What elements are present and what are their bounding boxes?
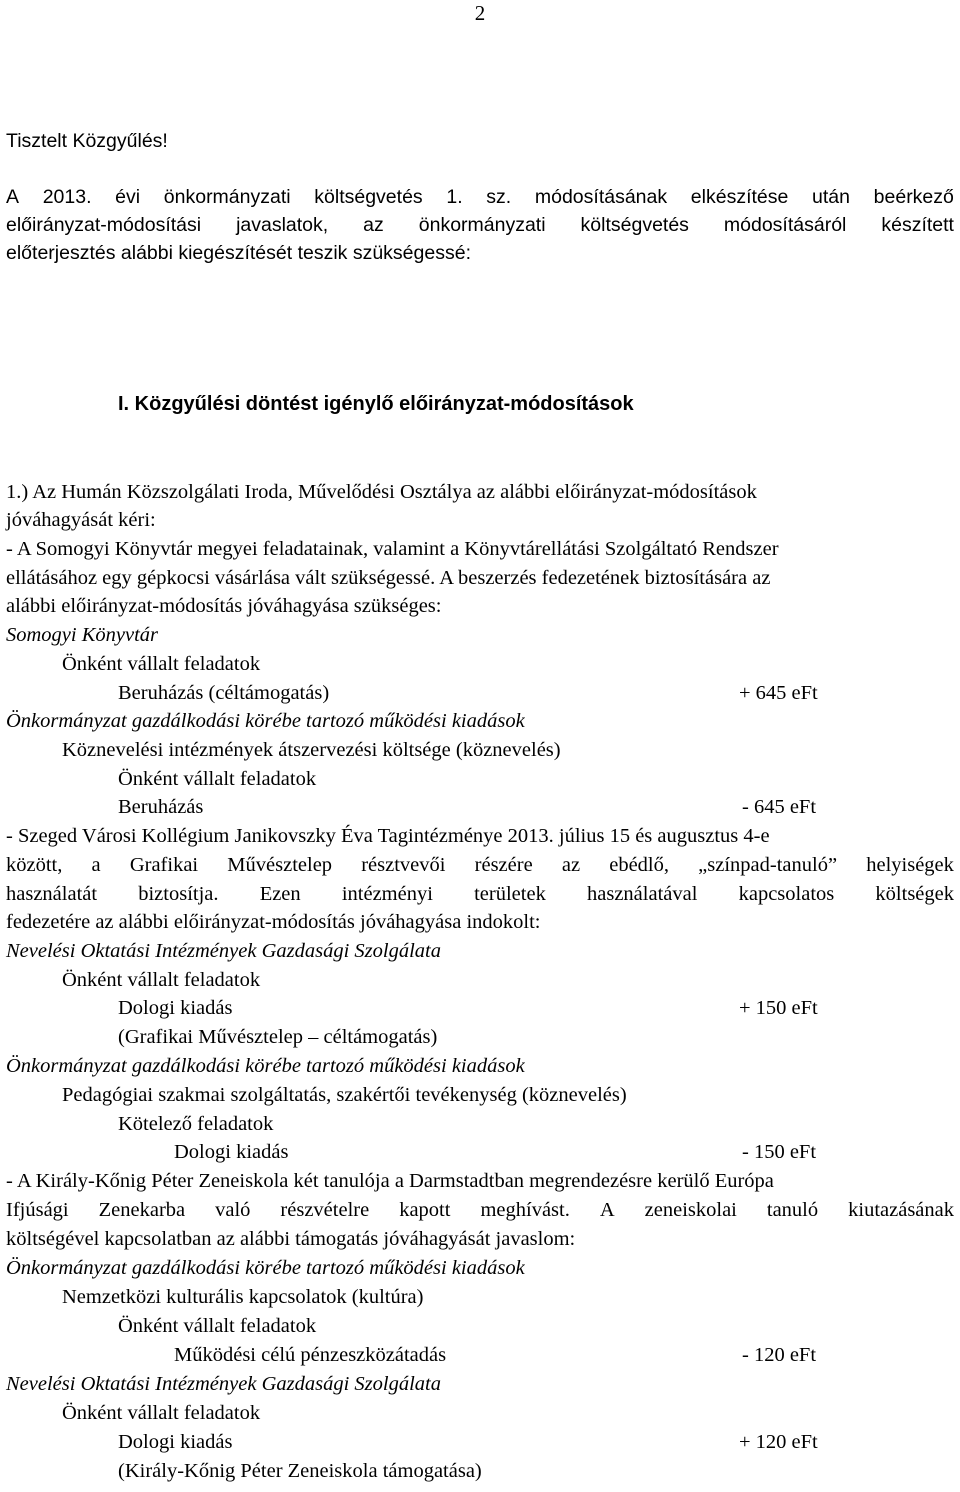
word: Ezen bbox=[259, 883, 301, 905]
word: használatát bbox=[6, 883, 98, 905]
block-c-task: Önként vállalt feladatok bbox=[118, 1315, 317, 1337]
word: Művésztelep bbox=[227, 854, 333, 876]
word: módosításáról bbox=[723, 214, 847, 236]
word: helyiségek bbox=[866, 854, 954, 876]
block-b-line2: Dologi kiadás bbox=[174, 1141, 289, 1163]
word: a bbox=[91, 854, 101, 876]
block-a-org: Somogyi Könyvtár bbox=[6, 624, 159, 646]
block-b-amount2: - 150 eFt bbox=[742, 1141, 817, 1163]
block-c-line2: Dologi kiadás bbox=[118, 1431, 233, 1453]
intro-line-3: előterjesztés alábbi kiegészítését teszik szükségessé: bbox=[6, 242, 471, 264]
word: A bbox=[6, 186, 20, 208]
word: meghívást. bbox=[480, 1199, 570, 1221]
word: költségek bbox=[875, 883, 954, 905]
block-c-sub: Nemzetközi kulturális kapcsolatok (kultúra) bbox=[62, 1286, 424, 1308]
para-c-line-1: - A Király-Kőnig Péter Zeneiskola két tanulója a Darmstadtban megrendezésre kerülő Európa bbox=[6, 1170, 774, 1192]
para-b-line-4: fedezetére az alábbi előirányzat-módosítás jóváhagyása indokolt: bbox=[6, 911, 541, 933]
para-b-line-3 bbox=[6, 881, 954, 907]
word: résztvevői bbox=[361, 854, 446, 876]
intro-line-2 bbox=[6, 212, 954, 238]
block-a-task: Önként vállalt feladatok bbox=[62, 653, 261, 675]
word: beérkező bbox=[873, 186, 954, 208]
block-c-task2: Önként vállalt feladatok bbox=[62, 1402, 261, 1424]
block-a-org2: Önkormányzat gazdálkodási körébe tartozó működési kiadások bbox=[6, 710, 525, 732]
block-a-amount: + 645 eFt bbox=[739, 682, 818, 704]
word: költségvetés bbox=[580, 214, 689, 236]
word: zeneiskolai bbox=[644, 1199, 737, 1221]
item1-line-3: - A Somogyi Könyvtár megyei feladatainak, valamint a Könyvtárellátási Szolgáltató Rendszer bbox=[6, 538, 779, 560]
word: az bbox=[561, 854, 581, 876]
word: A bbox=[599, 1199, 615, 1221]
word: sz. bbox=[486, 186, 512, 208]
block-a-sub: Köznevelési intézmények átszervezési költsége (köznevelés) bbox=[62, 739, 561, 761]
item1-line-5: alábbi előirányzat-módosítás jóváhagyása szükséges: bbox=[6, 595, 442, 617]
para-b-line-1: - Szeged Városi Kollégium Janikovszky Éva Tagintézménye 2013. július 15 és augusztus 4-e bbox=[6, 825, 770, 847]
word: tanuló bbox=[766, 1199, 819, 1221]
block-a-line2: Beruházás bbox=[118, 796, 204, 818]
word: használatával bbox=[587, 883, 698, 905]
greeting: Tisztelt Közgyűlés! bbox=[6, 130, 168, 152]
item1-line-4: ellátásához egy gépkocsi vásárlása vált szükségessé. A beszerzés fedezetének biztosítására az bbox=[6, 567, 771, 589]
word: az bbox=[363, 214, 384, 236]
block-a-amount2: - 645 eFt bbox=[742, 796, 817, 818]
word: részvételre bbox=[280, 1199, 370, 1221]
block-b-org: Nevelési Oktatási Intézmények Gazdasági Szolgálata bbox=[6, 940, 441, 962]
word: módosításának bbox=[534, 186, 668, 208]
block-b-org2: Önkormányzat gazdálkodási körébe tartozó működési kiadások bbox=[6, 1055, 525, 1077]
word: előirányzat-módosítási bbox=[6, 214, 202, 236]
para-c-line-3: költségével kapcsolatban az alábbi támogatás jóváhagyását javaslom: bbox=[6, 1228, 576, 1250]
block-c-note: (Király-Kőnig Péter Zeneiskola támogatása) bbox=[118, 1460, 482, 1482]
word: intézményi bbox=[341, 883, 433, 905]
word: részére bbox=[474, 854, 533, 876]
word: kapcsolatos bbox=[738, 883, 835, 905]
word: javaslatok, bbox=[236, 214, 329, 236]
word: biztosítja. bbox=[138, 883, 219, 905]
word: kapott bbox=[399, 1199, 451, 1221]
word: után bbox=[812, 186, 850, 208]
block-b-sub: Pedagógiai szakmai szolgáltatás, szakértői tevékenység (köznevelés) bbox=[62, 1084, 627, 1106]
word: költségvetés bbox=[314, 186, 423, 208]
word: évi bbox=[115, 186, 141, 208]
block-c-org2: Nevelési Oktatási Intézmények Gazdasági Szolgálata bbox=[6, 1373, 441, 1395]
block-c-amount2: + 120 eFt bbox=[739, 1431, 818, 1453]
word: „színpad-tanuló” bbox=[698, 854, 838, 876]
word: elkészítése bbox=[690, 186, 789, 208]
para-b-line-2 bbox=[6, 852, 954, 878]
block-b-task: Önként vállalt feladatok bbox=[62, 969, 261, 991]
word: között, bbox=[6, 854, 63, 876]
word: készített bbox=[881, 214, 954, 236]
block-c-org: Önkormányzat gazdálkodási körébe tartozó működési kiadások bbox=[6, 1257, 525, 1279]
para-c-line-2 bbox=[6, 1197, 954, 1223]
block-b-task2: Kötelező feladatok bbox=[118, 1113, 274, 1135]
word: 1. bbox=[446, 186, 463, 208]
word: való bbox=[215, 1199, 251, 1221]
word: Zenekarba bbox=[98, 1199, 186, 1221]
block-a-task2: Önként vállalt feladatok bbox=[118, 768, 317, 790]
block-a-line: Beruházás (céltámogatás) bbox=[118, 682, 330, 704]
block-c-amount: - 120 eFt bbox=[742, 1344, 817, 1366]
word: ebédlő, bbox=[609, 854, 669, 876]
item1-line-2: jóváhagyását kéri: bbox=[6, 509, 156, 531]
word: önkormányzati bbox=[163, 186, 291, 208]
item1-line-1: 1.) Az Humán Közszolgálati Iroda, Művelődési Osztálya az alábbi előirányzat-módosítások bbox=[6, 481, 757, 503]
word: területek bbox=[474, 883, 546, 905]
block-c-line: Működési célú pénzeszközátadás bbox=[174, 1344, 447, 1366]
word: Ifjúsági bbox=[6, 1199, 69, 1221]
intro-line-1 bbox=[6, 184, 954, 210]
word: 2013. bbox=[42, 186, 92, 208]
section-title: I. Közgyűlési döntést igénylő előirányzat-módosítások bbox=[118, 393, 634, 415]
block-b-line: Dologi kiadás bbox=[118, 997, 233, 1019]
word: kiutazásának bbox=[848, 1199, 954, 1221]
word: önkormányzati bbox=[418, 214, 546, 236]
block-b-amount: + 150 eFt bbox=[739, 997, 818, 1019]
word: Grafikai bbox=[129, 854, 199, 876]
page-number: 2 bbox=[474, 1, 486, 25]
block-b-note: (Grafikai Művésztelep – céltámogatás) bbox=[118, 1026, 438, 1048]
